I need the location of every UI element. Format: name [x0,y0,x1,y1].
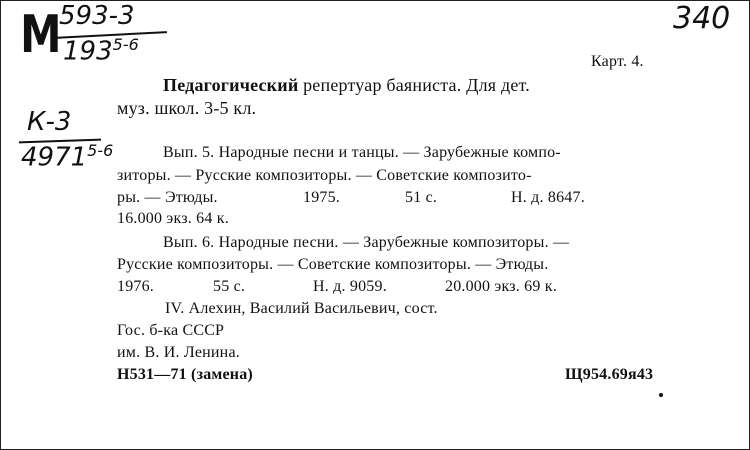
vol6-line-2: Русские композиторы. — Советские композиторы. — Этюды. [117,256,549,273]
library-line-1: Гос. б-ка СССР [117,322,225,339]
vol5-line-2: зиторы. — Русские композиторы. — Советские композито- [117,167,532,184]
title-bold: Педагогический [163,75,299,95]
handwritten-corner-number: 340 [673,1,731,36]
vol5-line-1: Вып. 5. Народные песни и танцы. — Зарубежные компо- [163,144,561,161]
shelf-code: Щ954.69я43 [565,366,654,383]
vol5-pages: 51 с. [405,189,438,206]
vol6-pages: 55 с. [213,278,246,295]
handwritten-denominator-sup: 5-6 [112,35,139,54]
card-label: Карт. 4. [591,53,644,70]
vol6-copies: 20.000 экз. 69 к. [445,278,557,295]
ink-dot [659,393,663,397]
handwritten-code-top: К-3 [27,107,72,137]
handwritten-code-bottom-sup: 5-6 [87,141,114,160]
handwritten-numerator: 593-3 [59,1,135,31]
title-rest: репертуар баяниста. Для дет. [303,75,530,95]
vol5-line-4: 16.000 экз. 64 к. [117,210,229,227]
handwritten-denominator-main: 193 [63,36,113,67]
library-line-2: им. В. И. Ленина. [117,344,240,361]
vol6-year: 1976. [117,278,154,295]
title-line-2: муз. школ. 3-5 кл. [117,98,257,118]
handwritten-letter: М [20,5,62,65]
vol5-number: Н. д. 8647. [511,189,585,206]
order-code: Н531—71 (замена) [117,366,253,383]
vol5-line-3a: ры. — Этюды. [117,189,218,206]
vol5-year: 1975. [303,189,340,206]
handwritten-denominator [63,35,139,67]
handwritten-code-bottom [21,141,113,173]
compiler: IV. Алехин, Василий Васильевич, сост. [165,300,438,317]
title-line-1 [163,75,530,96]
vol6-line-1: Вып. 6. Народные песни. — Зарубежные композиторы. — [163,234,570,251]
vol6-number: Н. д. 9059. [313,278,387,295]
handwritten-code-bottom-main: 4971 [21,142,88,173]
